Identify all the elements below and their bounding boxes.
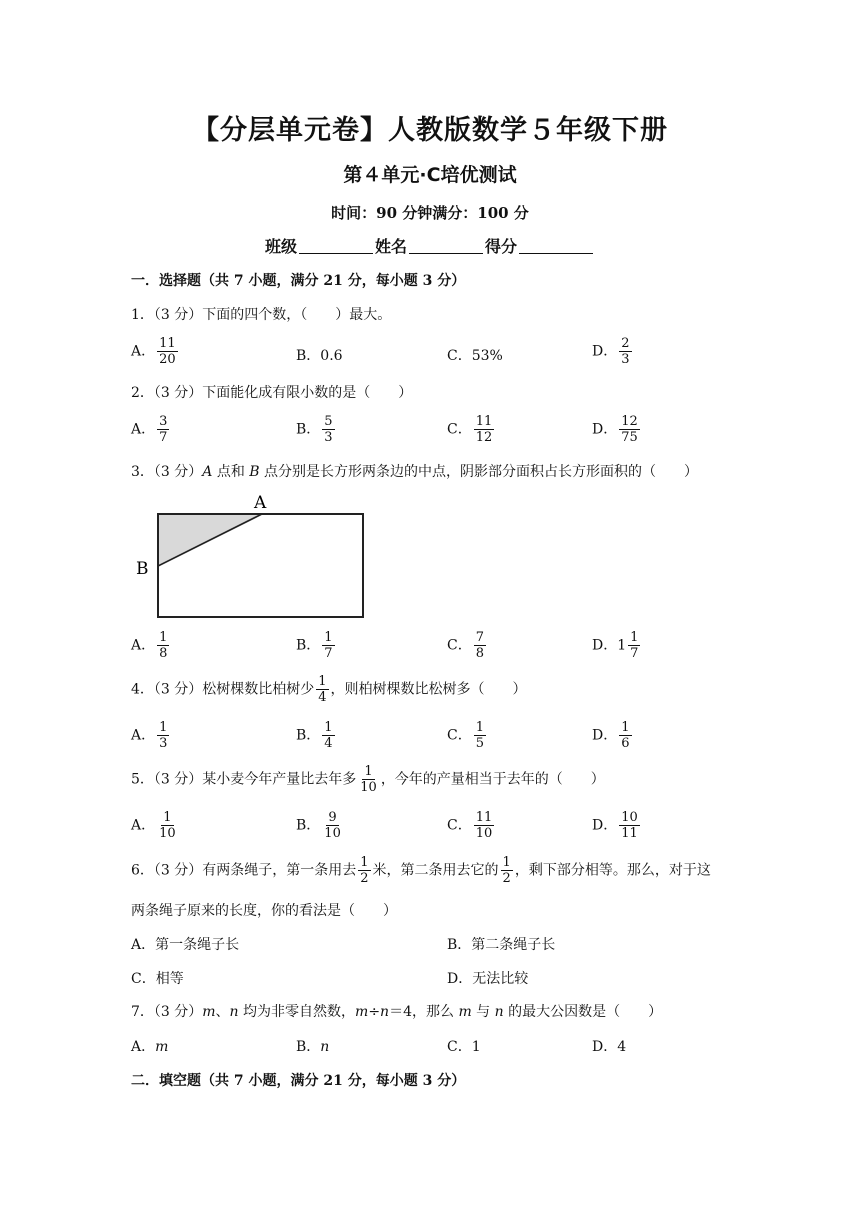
class-label: 班级 — [264, 237, 297, 256]
q1-option-d[interactable]: D． $\frac{2}{3}$ — [592, 336, 630, 367]
q6-option-b[interactable]: B．第二条绳子长 — [447, 937, 556, 953]
q5-option-d[interactable]: D． $\frac{10}{11}$ — [592, 810, 638, 841]
question-4-stem: 4．（3 分）松树棵数比柏树少 $\frac{1}{4}$ ，则柏树棵数比松树多（ ） — [131, 674, 527, 705]
section-1-title: 一．选择题（共 7 小题，满分 21 分，每小题 3 分） — [131, 273, 466, 289]
q3-option-b[interactable]: B． $\frac{1}{7}$ — [296, 630, 333, 661]
name-label: 姓名 — [374, 237, 407, 256]
question-2-stem: 2．（3 分）下面能化成有限小数的是（ ） — [131, 385, 413, 401]
q4-option-d[interactable]: D． $\frac{1}{6}$ — [592, 720, 630, 751]
score-blank[interactable] — [519, 237, 593, 254]
question-5-stem: 5．（3 分）某小麦今年产量比去年多 $\frac{1}{10}$ ，今年的产量相当于去年的（ ） — [131, 764, 605, 795]
question-3-stem: 3．（3 分）A 点和 B 点分别是长方形两条边的中点，阴影部分面积占长方形面积的（ ） — [131, 464, 699, 480]
q3-option-a[interactable]: A． $\frac{1}{8}$ — [131, 630, 168, 661]
student-info — [0, 234, 860, 257]
q1-option-a[interactable]: A． $\frac{11}{20}$ — [131, 336, 176, 367]
class-blank[interactable] — [299, 237, 373, 254]
q4-option-b[interactable]: B． $\frac{1}{4}$ — [296, 720, 333, 751]
q5-option-b[interactable]: B． $\frac{9}{10}$ — [296, 810, 341, 841]
score-label: 得分 — [485, 237, 518, 256]
q6-option-d[interactable]: D．无法比较 — [447, 971, 529, 987]
question-6-stem-line2: 两条绳子原来的长度，你的看法是（ ） — [131, 903, 397, 919]
page-title: 【分层单元卷】人教版数学５年级下册 — [192, 115, 668, 146]
fraction: $\frac{11}{20}$ — [159, 336, 176, 367]
question-1-stem: 1．（3 分）下面的四个数，（ ）最大。 — [131, 307, 392, 323]
q7-option-a[interactable]: A．m — [131, 1039, 169, 1055]
page-subtitle: 第４单元·C培优测试 — [343, 164, 517, 186]
exam-time: 时间：90 分钟满分：100 分 — [331, 204, 529, 222]
section-2-title: 二．填空题（共 7 小题，满分 21 分，每小题 3 分） — [131, 1073, 466, 1089]
name-blank[interactable] — [409, 237, 483, 254]
q1-option-c[interactable]: C．53% — [447, 348, 503, 364]
q2-option-b[interactable]: B． $\frac{5}{3}$ — [296, 414, 333, 445]
q7-option-b[interactable]: B．n — [296, 1039, 330, 1055]
q7-option-d[interactable]: D．4 — [592, 1039, 627, 1055]
q5-option-a[interactable]: A． $\frac{1}{10}$ — [131, 810, 176, 841]
rectangle-figure — [130, 488, 380, 624]
point-a-label: A — [254, 493, 267, 513]
q4-option-a[interactable]: A． $\frac{1}{3}$ — [131, 720, 168, 751]
q6-option-c[interactable]: C．相等 — [131, 971, 184, 987]
q3-option-c[interactable]: C． $\frac{7}{8}$ — [447, 630, 484, 661]
q2-option-c[interactable]: C． $\frac{11}{12}$ — [447, 414, 493, 445]
q7-option-c[interactable]: C．1 — [447, 1039, 481, 1055]
q3-option-d[interactable]: D．1 $\frac{1}{7}$ — [592, 630, 639, 661]
q6-option-a[interactable]: A．第一条绳子长 — [131, 937, 240, 953]
q2-option-a[interactable]: A． $\frac{3}{7}$ — [131, 414, 168, 445]
fraction: $\frac{2}{3}$ — [621, 336, 630, 367]
question-6-stem: 6．（3 分）有两条绳子，第一条用去 $\frac{1}{2}$ 米，第二条用去它的 $\frac{1}{2}$ ，剩下部分相等。那么，对于这 — [131, 855, 711, 886]
point-b-label: B — [136, 559, 149, 579]
q1-option-b[interactable]: B．0.6 — [296, 348, 343, 364]
question-7-stem: 7．（3 分）m、n 均为非零自然数，m÷n＝4，那么 m 与 n 的最大公因数是（ ） — [131, 1004, 663, 1020]
q4-option-c[interactable]: C． $\frac{1}{5}$ — [447, 720, 484, 751]
q2-option-d[interactable]: D． $\frac{12}{75}$ — [592, 414, 638, 445]
q5-option-c[interactable]: C． $\frac{11}{10}$ — [447, 810, 493, 841]
